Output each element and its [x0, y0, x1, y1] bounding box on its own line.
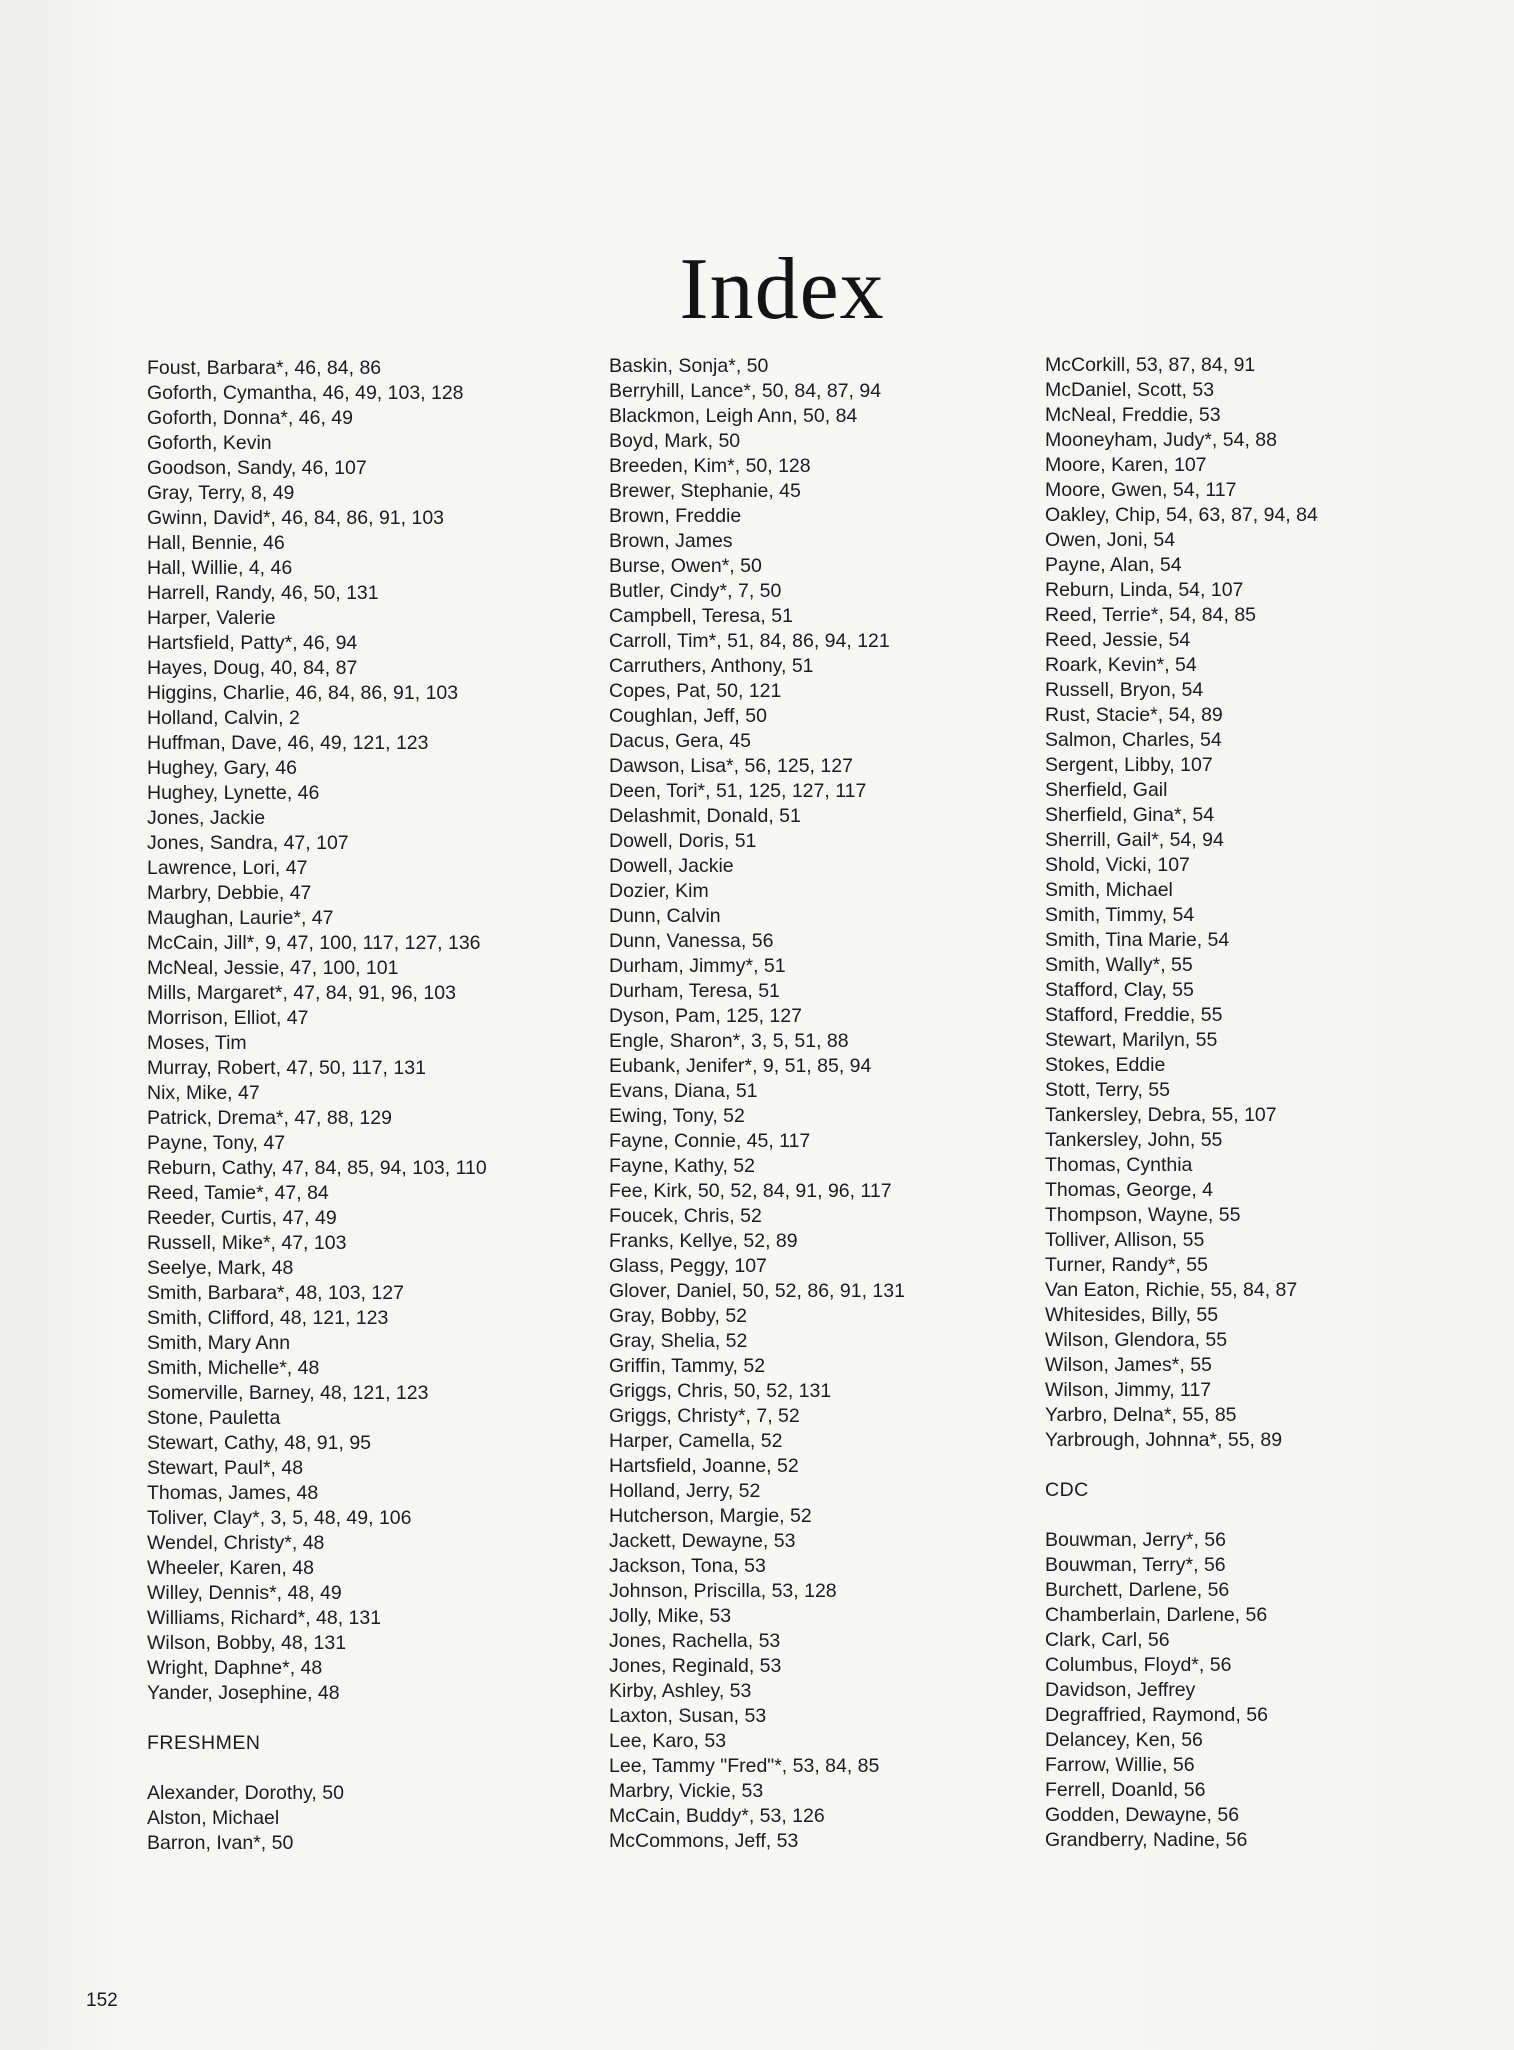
- index-entry: Stokes, Eddie: [1045, 1054, 1166, 1076]
- index-entry: Chamberlain, Darlene, 56: [1045, 1604, 1268, 1626]
- index-entry: Delashmit, Donald, 51: [609, 805, 801, 827]
- index-entry: Dunn, Calvin: [609, 905, 721, 927]
- index-entry: Russell, Mike*, 47, 103: [147, 1232, 347, 1254]
- index-entry: Alexander, Dorothy, 50: [147, 1782, 344, 1804]
- index-entry: Morrison, Elliot, 47: [147, 1007, 309, 1029]
- index-entry: Stafford, Clay, 55: [1045, 979, 1194, 1001]
- index-entry: Harrell, Randy, 46, 50, 131: [147, 582, 379, 604]
- index-entry: Lee, Karo, 53: [609, 1730, 727, 1752]
- index-entry: Reed, Terrie*, 54, 84, 85: [1045, 604, 1257, 626]
- index-entry: Thomas, Cynthia: [1045, 1154, 1193, 1176]
- index-entry: Davidson, Jeffrey: [1045, 1679, 1196, 1701]
- index-entry: McCain, Jill*, 9, 47, 100, 117, 127, 136: [147, 932, 481, 954]
- index-entry: Jones, Jackie: [147, 807, 266, 829]
- index-entry: Salmon, Charles, 54: [1045, 729, 1222, 751]
- index-entry: Brewer, Stephanie, 45: [609, 480, 801, 502]
- index-entry: Tankersley, Debra, 55, 107: [1045, 1104, 1277, 1126]
- index-entry: Coughlan, Jeff, 50: [609, 705, 767, 727]
- index-entry: Holland, Jerry, 52: [609, 1480, 761, 1502]
- index-entry: Engle, Sharon*, 3, 5, 51, 88: [609, 1030, 849, 1052]
- index-entry: Payne, Tony, 47: [147, 1132, 286, 1154]
- index-entry: Brown, James: [609, 530, 733, 552]
- index-entry: Sergent, Libby, 107: [1045, 754, 1213, 776]
- index-entry: Jones, Reginald, 53: [609, 1655, 782, 1677]
- index-entry: Bouwman, Terry*, 56: [1045, 1554, 1226, 1576]
- index-entry: Berryhill, Lance*, 50, 84, 87, 94: [609, 380, 882, 402]
- index-entry: Jolly, Mike, 53: [609, 1605, 732, 1627]
- index-entry: Laxton, Susan, 53: [609, 1705, 767, 1727]
- index-entry: Jackett, Dewayne, 53: [609, 1530, 796, 1552]
- index-entry: Yarbrough, Johnna*, 55, 89: [1045, 1429, 1283, 1451]
- index-entry: Stott, Terry, 55: [1045, 1079, 1170, 1101]
- index-entry: Dowell, Jackie: [609, 855, 734, 877]
- index-entry: Foucek, Chris, 52: [609, 1205, 762, 1227]
- index-entry: Shold, Vicki, 107: [1045, 854, 1190, 876]
- index-entry: Thomas, James, 48: [147, 1482, 319, 1504]
- index-entry: Harper, Valerie: [147, 607, 276, 629]
- index-entry: Yander, Josephine, 48: [147, 1682, 340, 1704]
- index-entry: Johnson, Priscilla, 53, 128: [609, 1580, 837, 1602]
- index-entry: Lawrence, Lori, 47: [147, 857, 308, 879]
- index-entry: Columbus, Floyd*, 56: [1045, 1654, 1232, 1676]
- section-heading: CDC: [1045, 1479, 1089, 1501]
- index-entry: Sherfield, Gina*, 54: [1045, 804, 1215, 826]
- index-entry: Alston, Michael: [147, 1807, 280, 1829]
- index-entry: Smith, Barbara*, 48, 103, 127: [147, 1282, 404, 1304]
- index-entry: Sherfield, Gail: [1045, 779, 1168, 801]
- index-column-3: [1045, 353, 1318, 1853]
- index-entry: Barron, Ivan*, 50: [147, 1832, 294, 1854]
- index-entry: Tolliver, Allison, 55: [1045, 1229, 1205, 1251]
- index-entry: Kirby, Ashley, 53: [609, 1680, 752, 1702]
- index-entry: Degraffried, Raymond, 56: [1045, 1704, 1268, 1726]
- index-entry: Willey, Dennis*, 48, 49: [147, 1582, 342, 1604]
- index-entry: McCain, Buddy*, 53, 126: [609, 1805, 825, 1827]
- index-entry: Smith, Michael: [1045, 879, 1173, 901]
- index-entry: Reed, Tamie*, 47, 84: [147, 1182, 329, 1204]
- index-entry: Hartsfield, Joanne, 52: [609, 1455, 799, 1477]
- index-entry: Moses, Tim: [147, 1032, 247, 1054]
- index-entry: Gray, Bobby, 52: [609, 1305, 748, 1327]
- index-entry: Evans, Diana, 51: [609, 1080, 758, 1102]
- index-entry: Hall, Bennie, 46: [147, 532, 285, 554]
- index-entry: Jackson, Tona, 53: [609, 1555, 766, 1577]
- index-entry: Fayne, Kathy, 52: [609, 1155, 755, 1177]
- index-entry: Huffman, Dave, 46, 49, 121, 123: [147, 732, 429, 754]
- index-entry: Stewart, Paul*, 48: [147, 1457, 304, 1479]
- index-entry: Mooneyham, Judy*, 54, 88: [1045, 429, 1277, 451]
- index-entry: Wilson, James*, 55: [1045, 1354, 1212, 1376]
- index-entry: Franks, Kellye, 52, 89: [609, 1230, 798, 1252]
- index-entry: Carroll, Tim*, 51, 84, 86, 94, 121: [609, 630, 890, 652]
- index-entry: Reburn, Linda, 54, 107: [1045, 579, 1244, 601]
- index-entry: Gray, Terry, 8, 49: [147, 482, 295, 504]
- index-entry: Deen, Tori*, 51, 125, 127, 117: [609, 780, 867, 802]
- index-entry: Dunn, Vanessa, 56: [609, 930, 774, 952]
- index-entry: Bouwman, Jerry*, 56: [1045, 1529, 1226, 1551]
- index-entry: Boyd, Mark, 50: [609, 430, 741, 452]
- index-entry: Higgins, Charlie, 46, 84, 86, 91, 103: [147, 682, 459, 704]
- index-entry: Griggs, Chris, 50, 52, 131: [609, 1380, 832, 1402]
- index-entry: Farrow, Willie, 56: [1045, 1754, 1195, 1776]
- index-entry: Delancey, Ken, 56: [1045, 1729, 1203, 1751]
- index-entry: Turner, Randy*, 55: [1045, 1254, 1208, 1276]
- index-entry: Smith, Clifford, 48, 121, 123: [147, 1307, 389, 1329]
- index-entry: Butler, Cindy*, 7, 50: [609, 580, 782, 602]
- index-entry: Stafford, Freddie, 55: [1045, 1004, 1223, 1026]
- index-entry: Thomas, George, 4: [1045, 1179, 1213, 1201]
- index-entry: Smith, Tina Marie, 54: [1045, 929, 1230, 951]
- index-entry: Durham, Jimmy*, 51: [609, 955, 786, 977]
- index-entry: Brown, Freddie: [609, 505, 742, 527]
- index-entry: Nix, Mike, 47: [147, 1082, 260, 1104]
- index-entry: Hall, Willie, 4, 46: [147, 557, 293, 579]
- index-entry: Yarbro, Delna*, 55, 85: [1045, 1404, 1237, 1426]
- index-entry: Smith, Wally*, 55: [1045, 954, 1193, 976]
- index-entry: Dyson, Pam, 125, 127: [609, 1005, 802, 1027]
- index-entry: Goforth, Donna*, 46, 49: [147, 407, 353, 429]
- index-entry: Marbry, Vickie, 53: [609, 1780, 764, 1802]
- index-entry: Tankersley, John, 55: [1045, 1129, 1223, 1151]
- index-entry: Burse, Owen*, 50: [609, 555, 762, 577]
- index-entry: Grandberry, Nadine, 56: [1045, 1829, 1248, 1851]
- index-entry: Blackmon, Leigh Ann, 50, 84: [609, 405, 858, 427]
- index-entry: Goforth, Kevin: [147, 432, 272, 454]
- index-entry: Mills, Margaret*, 47, 84, 91, 96, 103: [147, 982, 456, 1004]
- index-entry: Stewart, Marilyn, 55: [1045, 1029, 1218, 1051]
- index-entry: Gray, Shelia, 52: [609, 1330, 748, 1352]
- index-entry: Toliver, Clay*, 3, 5, 48, 49, 106: [147, 1507, 412, 1529]
- index-column-2: [609, 354, 905, 1854]
- index-entry: Fee, Kirk, 50, 52, 84, 91, 96, 117: [609, 1180, 892, 1202]
- index-entry: Moore, Karen, 107: [1045, 454, 1207, 476]
- index-entry: Patrick, Drema*, 47, 88, 129: [147, 1107, 392, 1129]
- index-entry: Copes, Pat, 50, 121: [609, 680, 782, 702]
- index-entry: Goodson, Sandy, 46, 107: [147, 457, 367, 479]
- index-entry: Dowell, Doris, 51: [609, 830, 757, 852]
- index-entry: Griffin, Tammy, 52: [609, 1355, 766, 1377]
- index-entry: Foust, Barbara*, 46, 84, 86: [147, 357, 382, 379]
- index-entry: Reeder, Curtis, 47, 49: [147, 1207, 337, 1229]
- index-entry: Dozier, Kim: [609, 880, 709, 902]
- index-entry: Breeden, Kim*, 50, 128: [609, 455, 811, 477]
- index-entry: Ferrell, Doanld, 56: [1045, 1779, 1206, 1801]
- index-entry: Ewing, Tony, 52: [609, 1105, 745, 1127]
- index-entry: Van Eaton, Richie, 55, 84, 87: [1045, 1279, 1298, 1301]
- index-entry: Payne, Alan, 54: [1045, 554, 1182, 576]
- index-entry: McCorkill, 53, 87, 84, 91: [1045, 354, 1256, 376]
- index-entry: Smith, Timmy, 54: [1045, 904, 1195, 926]
- index-entry: Baskin, Sonja*, 50: [609, 355, 769, 377]
- index-entry: Sherrill, Gail*, 54, 94: [1045, 829, 1224, 851]
- index-entry: Stone, Pauletta: [147, 1407, 281, 1429]
- index-entry: Goforth, Cymantha, 46, 49, 103, 128: [147, 382, 464, 404]
- index-entry: Fayne, Connie, 45, 117: [609, 1130, 811, 1152]
- index-entry: Clark, Carl, 56: [1045, 1629, 1170, 1651]
- index-entry: Glass, Peggy, 107: [609, 1255, 767, 1277]
- index-entry: Griggs, Christy*, 7, 52: [609, 1405, 800, 1427]
- index-entry: Owen, Joni, 54: [1045, 529, 1176, 551]
- index-entry: Gwinn, David*, 46, 84, 86, 91, 103: [147, 507, 445, 529]
- page-number: 152: [86, 1990, 118, 2011]
- index-entry: Wilson, Bobby, 48, 131: [147, 1632, 347, 1654]
- index-entry: Glover, Daniel, 50, 52, 86, 91, 131: [609, 1280, 905, 1302]
- index-entry: Stewart, Cathy, 48, 91, 95: [147, 1432, 372, 1454]
- index-entry: Wheeler, Karen, 48: [147, 1557, 314, 1579]
- index-entry: Dawson, Lisa*, 56, 125, 127: [609, 755, 853, 777]
- index-entry: Whitesides, Billy, 55: [1045, 1304, 1219, 1326]
- index-entry: McNeal, Freddie, 53: [1045, 404, 1221, 426]
- index-entry: McNeal, Jessie, 47, 100, 101: [147, 957, 399, 979]
- index-entry: Holland, Calvin, 2: [147, 707, 300, 729]
- index-entry: Wilson, Glendora, 55: [1045, 1329, 1228, 1351]
- index-entry: Moore, Gwen, 54, 117: [1045, 479, 1237, 501]
- index-entry: Hughey, Gary, 46: [147, 757, 297, 779]
- index-entry: Jones, Rachella, 53: [609, 1630, 781, 1652]
- index-entry: McCommons, Jeff, 53: [609, 1830, 799, 1852]
- index-entry: Roark, Kevin*, 54: [1045, 654, 1197, 676]
- index-entry: Hartsfield, Patty*, 46, 94: [147, 632, 358, 654]
- index-entry: Russell, Bryon, 54: [1045, 679, 1204, 701]
- index-entry: Rust, Stacie*, 54, 89: [1045, 704, 1223, 726]
- index-entry: Oakley, Chip, 54, 63, 87, 94, 84: [1045, 504, 1318, 526]
- index-entry: Hutcherson, Margie, 52: [609, 1505, 812, 1527]
- index-entry: Jones, Sandra, 47, 107: [147, 832, 349, 854]
- index-entry: Marbry, Debbie, 47: [147, 882, 312, 904]
- index-entry: Seelye, Mark, 48: [147, 1257, 294, 1279]
- index-entry: Murray, Robert, 47, 50, 117, 131: [147, 1057, 426, 1079]
- index-entry: Hayes, Doug, 40, 84, 87: [147, 657, 358, 679]
- index-entry: Reburn, Cathy, 47, 84, 85, 94, 103, 110: [147, 1157, 487, 1179]
- index-entry: Wright, Daphne*, 48: [147, 1657, 323, 1679]
- index-entry: Maughan, Laurie*, 47: [147, 907, 334, 929]
- index-entry: Hughey, Lynette, 46: [147, 782, 320, 804]
- index-entry: Reed, Jessie, 54: [1045, 629, 1191, 651]
- index-entry: Smith, Mary Ann: [147, 1332, 291, 1354]
- page-title: Index: [679, 241, 885, 338]
- index-entry: McDaniel, Scott, 53: [1045, 379, 1215, 401]
- index-entry: Thompson, Wayne, 55: [1045, 1204, 1241, 1226]
- index-entry: Carruthers, Anthony, 51: [609, 655, 814, 677]
- index-entry: Wilson, Jimmy, 117: [1045, 1379, 1212, 1401]
- index-entry: Campbell, Teresa, 51: [609, 605, 793, 627]
- index-entry: Godden, Dewayne, 56: [1045, 1804, 1240, 1826]
- index-entry: Williams, Richard*, 48, 131: [147, 1607, 382, 1629]
- index-entry: Smith, Michelle*, 48: [147, 1357, 320, 1379]
- index-entry: Lee, Tammy "Fred"*, 53, 84, 85: [609, 1755, 880, 1777]
- index-entry: Durham, Teresa, 51: [609, 980, 780, 1002]
- index-entry: Wendel, Christy*, 48: [147, 1532, 325, 1554]
- index-entry: Eubank, Jenifer*, 9, 51, 85, 94: [609, 1055, 872, 1077]
- index-entry: Burchett, Darlene, 56: [1045, 1579, 1230, 1601]
- index-entry: Somerville, Barney, 48, 121, 123: [147, 1382, 429, 1404]
- section-heading: FRESHMEN: [147, 1732, 261, 1754]
- index-entry: Dacus, Gera, 45: [609, 730, 751, 752]
- index-column-1: [147, 356, 487, 1856]
- index-entry: Harper, Camella, 52: [609, 1430, 783, 1452]
